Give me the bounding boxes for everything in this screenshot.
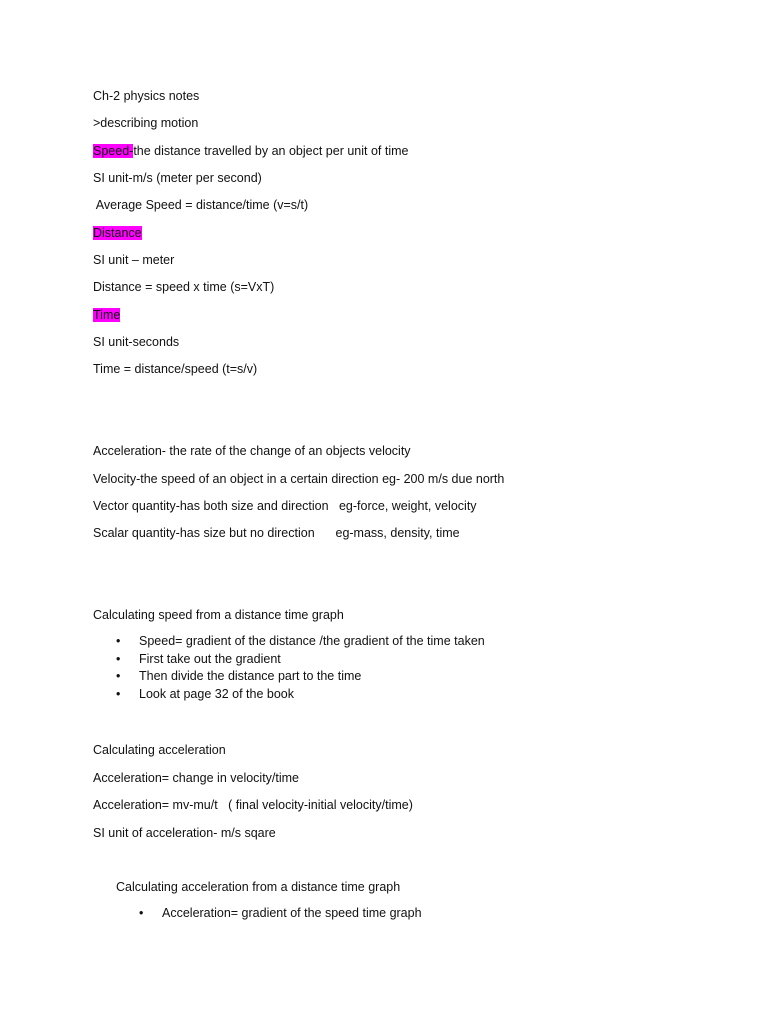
time-si-unit: SI unit-seconds <box>93 335 180 349</box>
distance-term: Distance <box>93 226 142 240</box>
list-item-text: Look at page 32 of the book <box>139 687 294 702</box>
time-term: Time <box>93 308 121 322</box>
list-item-text: Acceleration= gradient of the speed time graph <box>162 906 422 920</box>
speed-si-unit: SI unit-m/s (meter per second) <box>93 171 262 185</box>
bullet-icon: • <box>116 651 121 666</box>
doc-subtitle: >describing motion <box>93 116 199 130</box>
acceleration-graph-heading: Calculating acceleration from a distance time graph <box>116 880 401 894</box>
acceleration-formula-2: Acceleration= mv-mu/t ( final velocity-initial velocity/time) <box>93 798 413 812</box>
list-item-text: Speed= gradient of the distance /the gradient of the time taken <box>139 634 485 648</box>
time-line <box>93 307 120 323</box>
definition-velocity: Velocity-the speed of an object in a certain direction eg- 200 m/s due north <box>93 472 505 486</box>
time-formula: Time = distance/speed (t=s/v) <box>93 362 258 376</box>
distance-formula: Distance = speed x time (s=VxT) <box>93 280 275 294</box>
distance-si-unit: SI unit – meter <box>93 253 175 267</box>
acceleration-heading: Calculating acceleration <box>93 743 226 757</box>
distance-line <box>93 225 142 241</box>
speed-graph-heading: Calculating speed from a distance time graph <box>93 608 344 622</box>
speed-formula: Average Speed = distance/time (v=s/t) <box>93 198 309 212</box>
list-item-text: Then divide the distance part to the time <box>139 669 362 684</box>
acceleration-si-unit: SI unit of acceleration- m/s sqare <box>93 826 276 840</box>
speed-definition-line <box>93 143 408 159</box>
definition-acceleration: Acceleration- the rate of the change of an objects velocity <box>93 444 411 458</box>
acceleration-formula-1: Acceleration= change in velocity/time <box>93 771 300 785</box>
definition-scalar-quantity: Scalar quantity-has size but no direction eg-mass, density, time <box>93 526 460 540</box>
list-item-text: First take out the gradient <box>139 651 281 666</box>
doc-title: Ch-2 physics notes <box>93 89 200 103</box>
bullet-icon: • <box>116 634 121 648</box>
bullet-icon: • <box>116 687 121 702</box>
speed-definition: the distance travelled by an object per unit of time <box>133 144 409 158</box>
bullet-icon: • <box>139 906 144 920</box>
definition-vector-quantity: Vector quantity-has both size and direction eg-force, weight, velocity <box>93 499 477 513</box>
speed-term: Speed- <box>93 144 134 158</box>
bullet-icon: • <box>116 669 121 684</box>
